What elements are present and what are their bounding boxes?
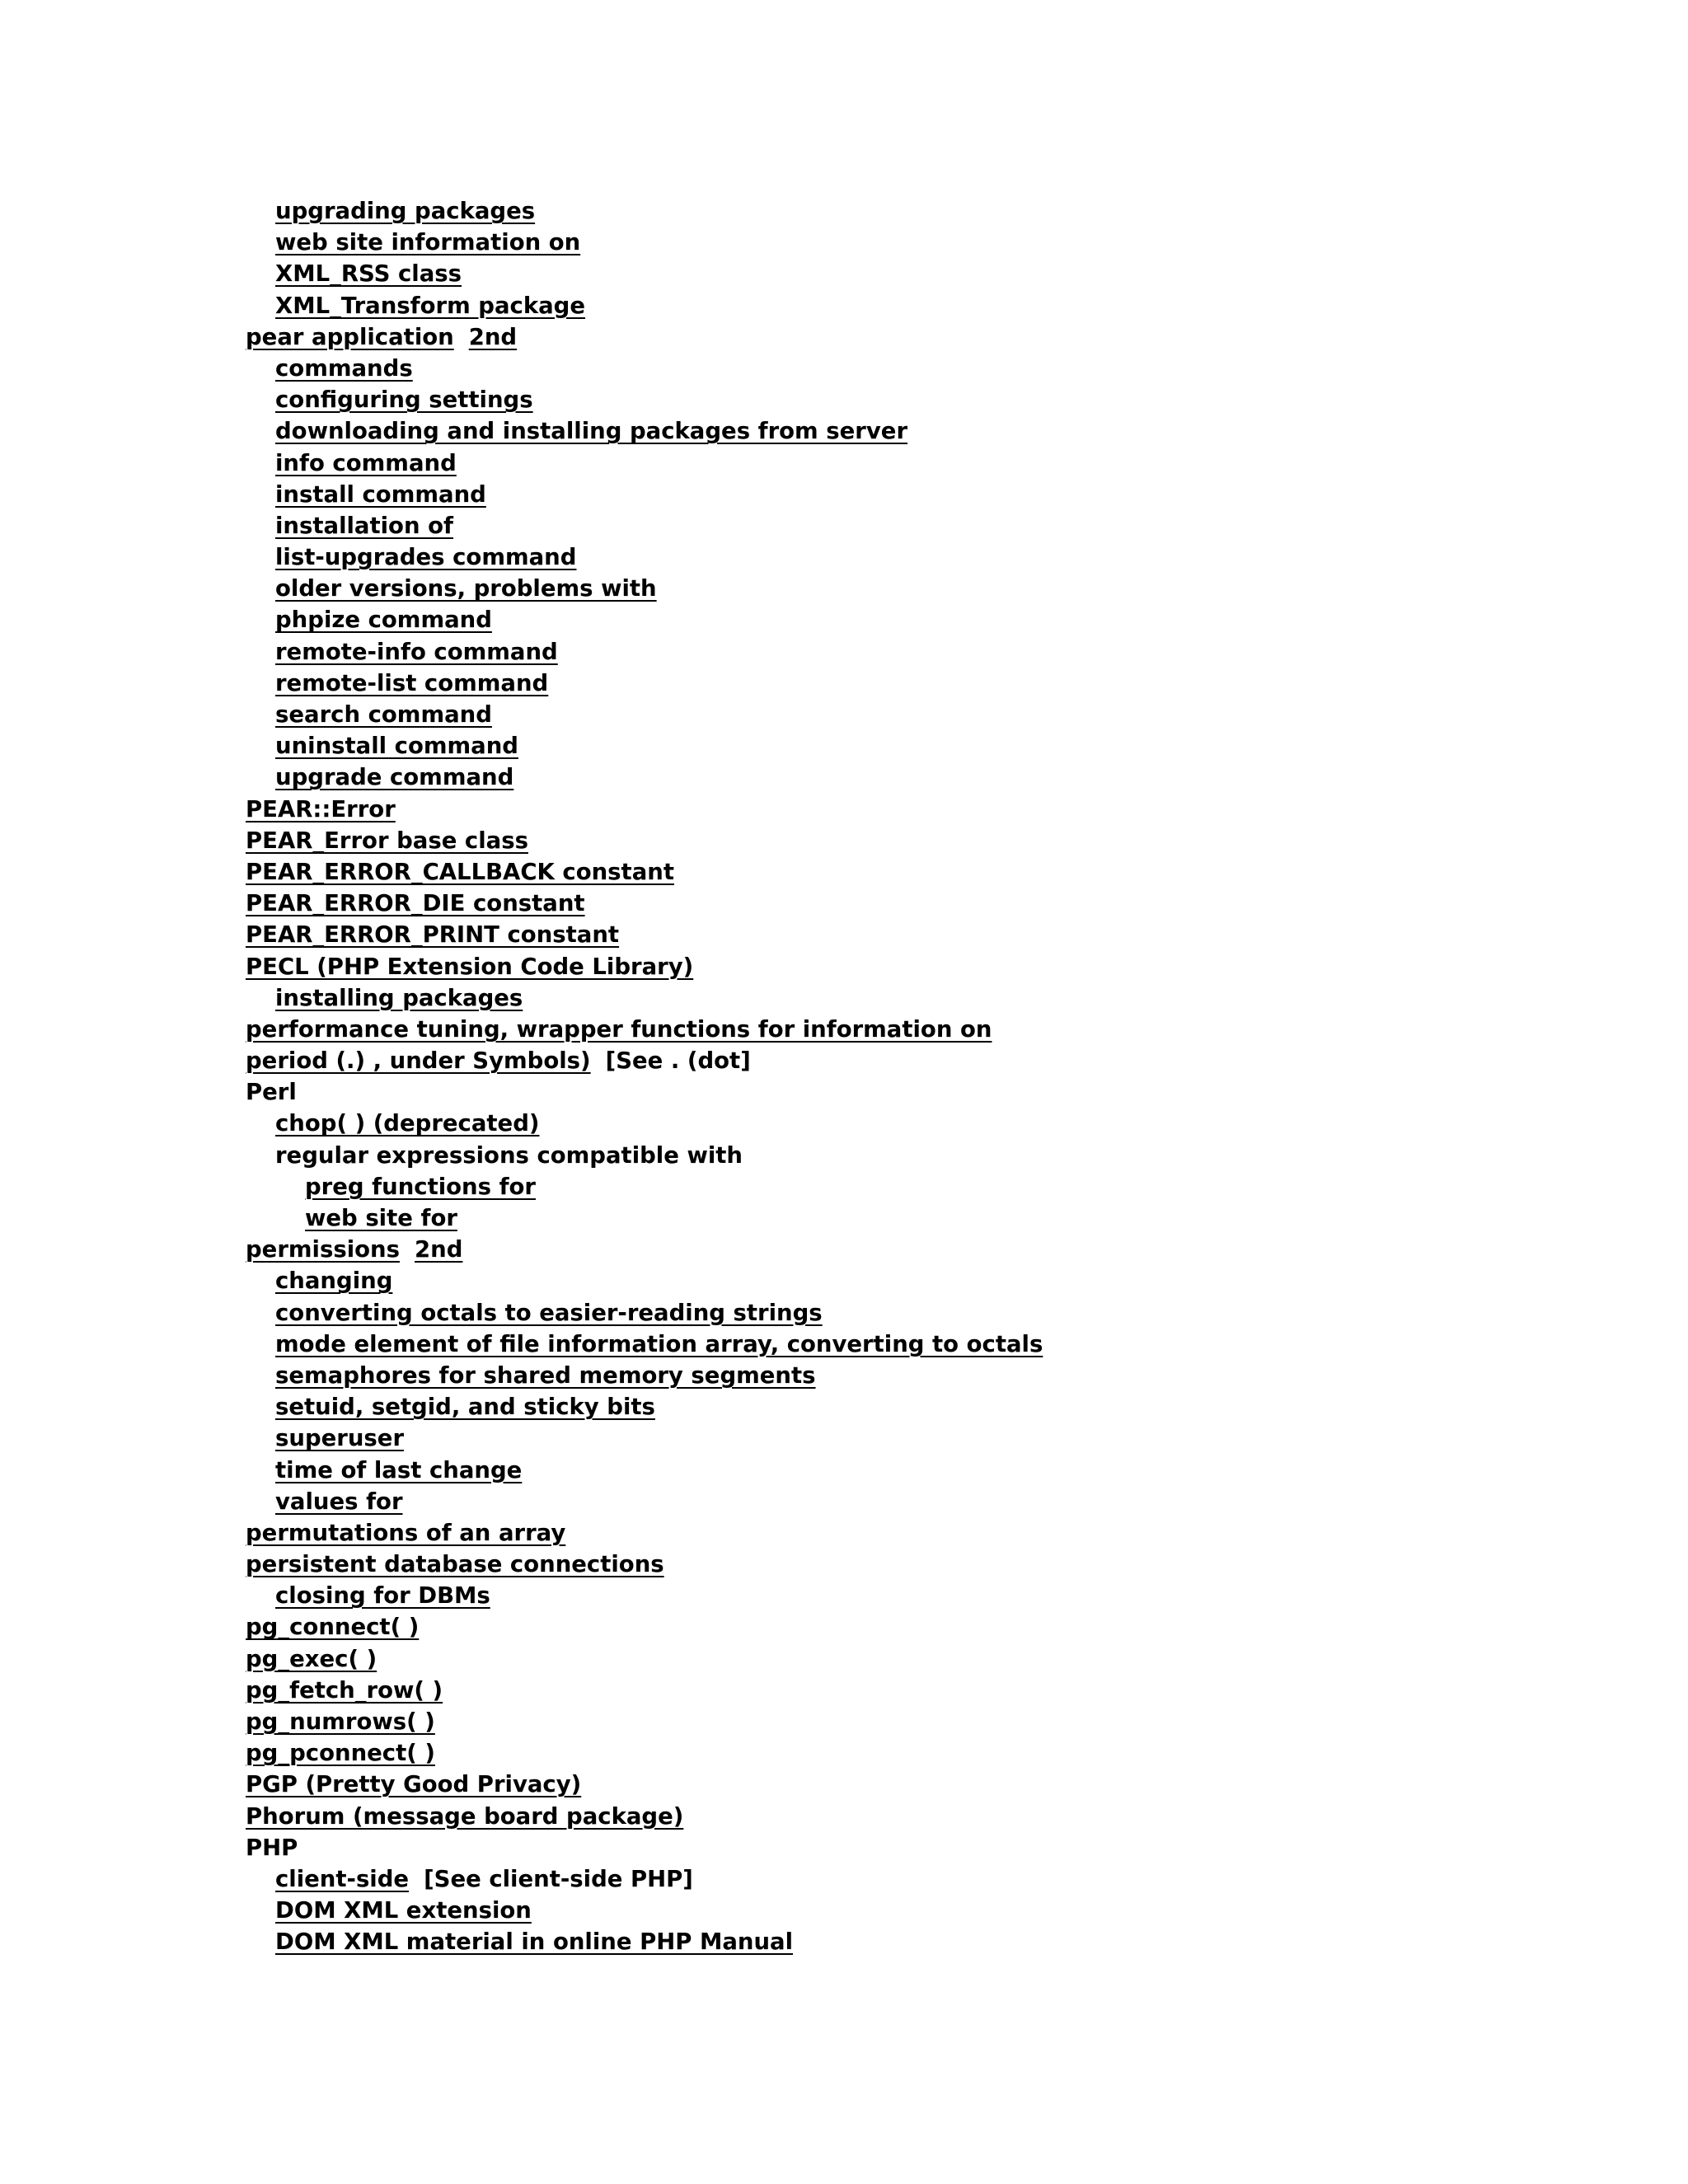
index-entry <box>246 195 1043 227</box>
index-entry <box>246 1076 1043 1108</box>
index-entry <box>246 1108 1043 1139</box>
index-entry <box>246 1140 1043 1171</box>
index-entry <box>246 1329 1043 1360</box>
index-entry <box>246 1234 1043 1265</box>
index-entry <box>246 573 1043 604</box>
index-entry-link[interactable]: setuid, setgid, and sticky bits <box>275 1394 655 1421</box>
index-entry <box>246 510 1043 541</box>
see-reference: [See . (dot] <box>605 1047 751 1075</box>
index-entry-link[interactable]: older versions, problems with <box>275 575 657 602</box>
index-entry <box>246 1171 1043 1202</box>
index-entry-link[interactable]: installation of <box>275 512 453 539</box>
index-entry-link[interactable]: search command <box>275 701 492 728</box>
index-entry <box>246 1360 1043 1391</box>
index-entry <box>246 982 1043 1014</box>
index-entry <box>246 384 1043 415</box>
index-entry <box>246 636 1043 668</box>
index-entry <box>246 825 1043 856</box>
index-entry-link[interactable]: configuring settings <box>275 387 533 414</box>
index-entry-link[interactable]: chop( ) (deprecated) <box>275 1110 540 1137</box>
index-entry-link[interactable]: pg_pconnect( ) <box>246 1740 435 1767</box>
index-entry <box>246 448 1043 479</box>
index-entry-link[interactable]: values for <box>275 1488 403 1515</box>
index-entry-link[interactable]: XML_RSS class <box>275 260 462 288</box>
index-entry <box>246 856 1043 888</box>
index-entry-link[interactable]: preg functions for <box>305 1173 536 1200</box>
index-entry <box>246 1926 1043 1957</box>
index-entry <box>246 1391 1043 1422</box>
index-entry <box>246 1643 1043 1675</box>
index-entry-link[interactable]: superuser <box>275 1425 405 1452</box>
index-entry <box>246 1549 1043 1580</box>
index-entry-link[interactable]: upgrade command <box>275 764 514 791</box>
index-entry <box>246 1832 1043 1863</box>
index-entry-link[interactable]: web site for <box>305 1205 457 1231</box>
index-entry-link[interactable]: list-upgrades command <box>275 544 577 571</box>
index-entry <box>246 227 1043 258</box>
index-entry-link[interactable]: PGP (Pretty Good Privacy) <box>246 1771 582 1798</box>
index-entry-link[interactable]: PECL (PHP Extension Code Library) <box>246 953 694 980</box>
index-entry-link[interactable]: XML_Transform package <box>275 292 586 319</box>
index-entry-link[interactable]: pg_exec( ) <box>246 1645 377 1672</box>
index-entry-link[interactable]: pg_fetch_row( ) <box>246 1676 443 1704</box>
index-entry-link[interactable]: closing for DBMs <box>275 1582 490 1610</box>
index-entry <box>246 1675 1043 1706</box>
index-entry-link[interactable]: Phorum (message board package) <box>246 1802 684 1830</box>
index-entry <box>246 1611 1043 1643</box>
index-entry-link[interactable]: phpize command <box>275 607 492 634</box>
index-entry-link[interactable]: install command <box>275 480 486 508</box>
index-entry-link[interactable]: PEAR_ERROR_DIE constant <box>246 890 585 917</box>
index-entry-link[interactable]: time of last change <box>275 1456 523 1483</box>
index-entry <box>246 1737 1043 1769</box>
index-entry-link[interactable]: downloading and installing packages from server <box>275 418 908 445</box>
index-entry <box>246 699 1043 730</box>
index-entry <box>246 730 1043 762</box>
index-entry <box>246 1895 1043 1926</box>
index-entry <box>246 321 1043 353</box>
index-entry-link[interactable]: permissions <box>246 1236 400 1263</box>
index-entry-link[interactable]: changing <box>275 1268 393 1295</box>
index-entry <box>246 1801 1043 1832</box>
index-secondary-link[interactable]: 2nd <box>414 1236 463 1263</box>
index-entry-link[interactable]: DOM XML material in online PHP Manual <box>275 1929 794 1956</box>
index-entry-link[interactable]: pg_numrows( ) <box>246 1708 435 1735</box>
index-entry <box>246 762 1043 793</box>
index-entry <box>246 888 1043 919</box>
index-list <box>246 195 1043 1958</box>
index-entry <box>246 1045 1043 1076</box>
index-entry <box>246 258 1043 289</box>
index-entry <box>246 794 1043 825</box>
index-entry-link[interactable]: PEAR_ERROR_CALLBACK constant <box>246 858 674 885</box>
index-entry <box>246 1517 1043 1549</box>
index-entry <box>246 1014 1043 1045</box>
index-entry-link[interactable]: PEAR_ERROR_PRINT constant <box>246 921 620 949</box>
index-entry <box>246 1486 1043 1517</box>
index-entry <box>246 1863 1043 1895</box>
index-entry <box>246 1706 1043 1737</box>
index-entry <box>246 1422 1043 1454</box>
index-entry-link[interactable]: persistent database connections <box>246 1551 664 1578</box>
index-entry <box>246 1297 1043 1329</box>
index-entry-heading: regular expressions compatible with <box>275 1141 743 1169</box>
index-entry-link[interactable]: info command <box>275 449 457 476</box>
index-entry <box>246 479 1043 510</box>
index-entry <box>246 290 1043 321</box>
index-entry <box>246 919 1043 950</box>
see-reference: [See client-side PHP] <box>424 1865 693 1892</box>
index-entry <box>246 1265 1043 1296</box>
index-entry-link[interactable]: converting octals to easier-reading strings <box>275 1299 823 1326</box>
index-entry-link[interactable]: permutations of an array <box>246 1519 566 1546</box>
index-entry-heading: PHP <box>246 1834 298 1861</box>
index-entry <box>246 541 1043 573</box>
index-entry <box>246 668 1043 699</box>
index-entry-link[interactable]: installing packages <box>275 984 523 1011</box>
index-entry-link[interactable]: mode element of file information array, converting to octals <box>275 1330 1043 1357</box>
index-entry-link[interactable]: pg_connect( ) <box>246 1614 420 1641</box>
index-entry <box>246 1580 1043 1611</box>
index-entry-link[interactable]: uninstall command <box>275 733 518 760</box>
index-entry-link[interactable]: period (.) , under Symbols) <box>246 1047 591 1075</box>
index-entry <box>246 353 1043 384</box>
index-entry-link[interactable]: web site information on <box>275 229 581 256</box>
index-entry <box>246 1455 1043 1486</box>
index-entry-link[interactable]: performance tuning, wrapper functions for information on <box>246 1015 992 1043</box>
index-entry-link[interactable]: PEAR::Error <box>246 795 396 823</box>
index-entry <box>246 415 1043 447</box>
index-entry-link[interactable]: pear application <box>246 323 454 350</box>
index-entry-heading: Perl <box>246 1079 297 1106</box>
index-entry <box>246 1769 1043 1800</box>
index-entry-link[interactable]: client-side <box>275 1865 410 1892</box>
index-entry-link[interactable]: semaphores for shared memory segments <box>275 1361 816 1389</box>
index-entry-link[interactable]: PEAR_Error base class <box>246 827 528 854</box>
index-entry <box>246 604 1043 635</box>
index-entry-link[interactable]: DOM XML extension <box>275 1897 532 1924</box>
index-entry-link[interactable]: commands <box>275 354 413 382</box>
index-entry-link[interactable]: upgrading packages <box>275 198 536 224</box>
index-secondary-link[interactable]: 2nd <box>468 323 518 350</box>
index-entry <box>246 1202 1043 1234</box>
index-entry-link[interactable]: remote-info command <box>275 638 558 665</box>
index-entry-link[interactable]: remote-list command <box>275 669 549 696</box>
index-entry <box>246 951 1043 982</box>
